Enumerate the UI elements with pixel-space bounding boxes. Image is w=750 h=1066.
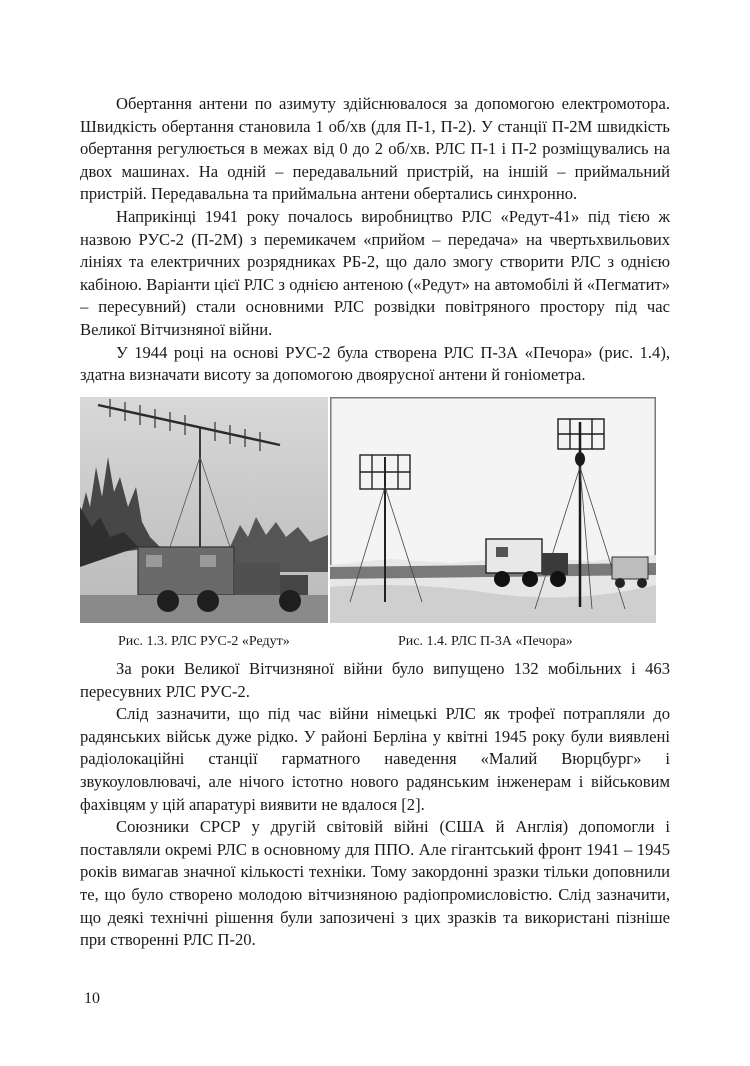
figure-rus2-redut-photo: [80, 397, 328, 623]
figure-caption-1-4: Рис. 1.4. РЛС П-3А «Печора»: [398, 634, 573, 649]
paragraph-redut-41: Наприкінці 1941 року почалось виробництво РЛС «Редут-41» під тією ж назвою РУС-2 (П-2М) з перемикачем «прийом – передача» на чвертьхвильових лініях та електричних розрядниках РБ-2, що дало змогу створити РЛС з однією кабіною. Варіанти цієї РЛС з однією антеною («Редут» на автомобілі й «Пегматит» – пересувний) стали основними РЛС розвідки повітряного простору під час Великої Вітчизняної війни.: [80, 206, 670, 339]
body-text-bottom: [80, 658, 670, 952]
paragraph-pechora: У 1944 році на основі РУС-2 була створена РЛС П-3А «Печора» (рис. 1.4), здатна визначати висоту за допомогою двоярусної антени й гоніометра.: [80, 342, 670, 385]
figure-p3a-pechora-photo: [330, 397, 656, 623]
figure-caption-1-3: Рис. 1.3. РЛС РУС-2 «Редут»: [118, 634, 290, 649]
body-text-top: [80, 93, 670, 387]
page-number: 10: [84, 990, 100, 1007]
paragraph-german-trophies: Слід зазначити, що під час війни німецькі РЛС як трофеї потрапляли до радянських військ дуже рідко. У районі Берліна у квітні 1945 року були виявлені радіолокаційні станції гарматного наведення «Малий Вюрцбург» і звукоуловлювачі, але нічого істотно нового радянським інженерам і військовим фахівцям у цій апаратурі виявити не вдалося [2].: [80, 704, 670, 814]
paragraph-allied-supplies: Союзники СРСР у другій світовій війні (США й Англія) допомогли і поставляли окремі РЛС в основному для ППО. Але гігантський фронт 1941 – 1945 років вимагав значної кількості техніки. Тому закордонні зразки тільки доповнили те, що було створено молодою вітчизняною радіопромисловістю. Слід зазначити, що деякі технічні рішення були запозичені з цих зразків та використані пізніше при створенні РЛС П-20.: [80, 817, 670, 950]
paragraph-antenna-rotation: Обертання антени по азимуту здійснювалося за допомогою електромотора. Швидкість обертання становила 1 об/хв (для П-1, П-2). У станції П-2М швидкість обертання регулюється в межах від 0 до 2 об/хв. РЛС П-1 і П-2 розміщувались на двох машинах. На одній – передавальний пристрій, на іншій – приймальний пристрій. Передавальна та приймальна антени обертались синхронно.: [80, 94, 670, 204]
paragraph-production-count: За роки Великої Вітчизняної війни було випущено 132 мобільних і 463 пересувних РЛС РУС-2.: [80, 659, 670, 701]
